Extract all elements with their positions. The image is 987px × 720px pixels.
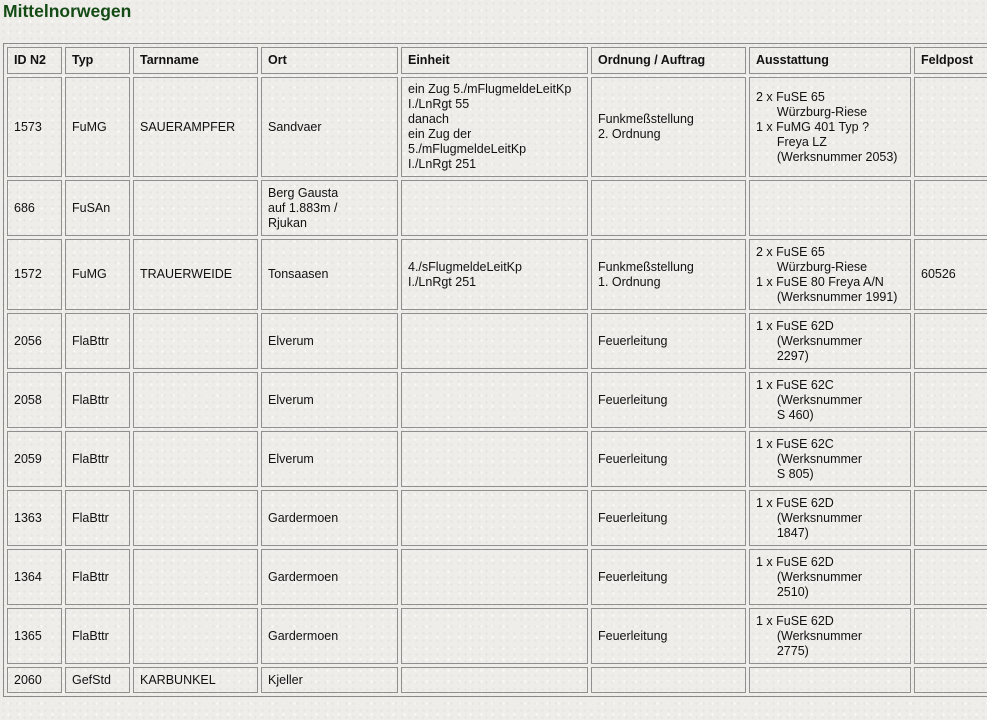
radar-sites-table	[3, 43, 987, 697]
cell-ausstattung: 2 x FuSE 65 Würzburg-Riese 1 x FuMG 401 Typ ? Freya LZ (Werksnummer 2053)	[749, 77, 911, 177]
col-header-ordnung: Ordnung / Auftrag	[591, 47, 746, 74]
cell-tarnname: TRAUERWEIDE	[133, 239, 258, 310]
cell-ort: Tonsaasen	[261, 239, 398, 310]
cell-ausstattung: 2 x FuSE 65 Würzburg-Riese 1 x FuSE 80 Freya A/N (Werksnummer 1991)	[749, 239, 911, 310]
cell-feldpost	[914, 313, 987, 369]
cell-ausstattung: 1 x FuSE 62C (Werksnummer S 805)	[749, 431, 911, 487]
cell-id: 2060	[7, 667, 62, 693]
cell-ort: Elverum	[261, 372, 398, 428]
cell-id: 1364	[7, 549, 62, 605]
cell-ort: Gardermoen	[261, 490, 398, 546]
cell-typ: FlaBttr	[65, 431, 130, 487]
col-header-ausstattung: Ausstattung	[749, 47, 911, 74]
table-container	[3, 43, 987, 697]
page-title: Mittelnorwegen	[3, 1, 132, 21]
col-header-feldpost: Feldpost	[914, 47, 987, 74]
table-row	[7, 608, 987, 664]
cell-tarnname	[133, 313, 258, 369]
col-header-typ: Typ	[65, 47, 130, 74]
cell-typ: FlaBttr	[65, 490, 130, 546]
cell-einheit: 4./sFlugmeldeLeitKp I./LnRgt 251	[401, 239, 588, 310]
cell-feldpost	[914, 77, 987, 177]
table-row	[7, 667, 987, 693]
table-row	[7, 239, 987, 310]
table-row	[7, 313, 987, 369]
cell-id: 2059	[7, 431, 62, 487]
cell-ordnung: Funkmeßstellung 1. Ordnung	[591, 239, 746, 310]
cell-ausstattung: 1 x FuSE 62D (Werksnummer 2775)	[749, 608, 911, 664]
cell-typ: FlaBttr	[65, 549, 130, 605]
cell-id: 2058	[7, 372, 62, 428]
table-row	[7, 549, 987, 605]
cell-ort: Gardermoen	[261, 549, 398, 605]
cell-ort: Elverum	[261, 313, 398, 369]
cell-ausstattung: 1 x FuSE 62D (Werksnummer 1847)	[749, 490, 911, 546]
cell-einheit	[401, 313, 588, 369]
cell-tarnname: SAUERAMPFER	[133, 77, 258, 177]
cell-id: 1573	[7, 77, 62, 177]
cell-ausstattung: 1 x FuSE 62D (Werksnummer 2297)	[749, 313, 911, 369]
table-row	[7, 372, 987, 428]
cell-typ: GefStd	[65, 667, 130, 693]
col-header-einheit: Einheit	[401, 47, 588, 74]
cell-einheit	[401, 667, 588, 693]
cell-einheit	[401, 180, 588, 236]
cell-feldpost	[914, 490, 987, 546]
table-row	[7, 180, 987, 236]
cell-feldpost	[914, 372, 987, 428]
cell-tarnname	[133, 549, 258, 605]
cell-ordnung: Feuerleitung	[591, 608, 746, 664]
cell-ort: Kjeller	[261, 667, 398, 693]
cell-typ: FuMG	[65, 77, 130, 177]
cell-ordnung: Feuerleitung	[591, 490, 746, 546]
cell-ordnung	[591, 667, 746, 693]
cell-einheit	[401, 490, 588, 546]
cell-ordnung	[591, 180, 746, 236]
cell-typ: FlaBttr	[65, 313, 130, 369]
cell-feldpost	[914, 608, 987, 664]
cell-ort: Elverum	[261, 431, 398, 487]
cell-id: 1365	[7, 608, 62, 664]
cell-tarnname	[133, 431, 258, 487]
cell-ordnung: Feuerleitung	[591, 549, 746, 605]
cell-tarnname	[133, 180, 258, 236]
cell-tarnname	[133, 490, 258, 546]
cell-ort: Gardermoen	[261, 608, 398, 664]
cell-einheit	[401, 549, 588, 605]
cell-ort: Sandvaer	[261, 77, 398, 177]
header-row	[7, 47, 987, 74]
col-header-id: ID N2	[7, 47, 62, 74]
cell-feldpost	[914, 431, 987, 487]
cell-ordnung: Feuerleitung	[591, 372, 746, 428]
cell-ordnung: Feuerleitung	[591, 431, 746, 487]
cell-ausstattung	[749, 667, 911, 693]
cell-ort: Berg Gausta auf 1.883m / Rjukan	[261, 180, 398, 236]
cell-einheit	[401, 608, 588, 664]
cell-feldpost	[914, 667, 987, 693]
cell-feldpost: 60526	[914, 239, 987, 310]
cell-ordnung: Feuerleitung	[591, 313, 746, 369]
table-row	[7, 490, 987, 546]
cell-typ: FuSAn	[65, 180, 130, 236]
col-header-ort: Ort	[261, 47, 398, 74]
cell-typ: FlaBttr	[65, 608, 130, 664]
cell-feldpost	[914, 549, 987, 605]
cell-ausstattung: 1 x FuSE 62C (Werksnummer S 460)	[749, 372, 911, 428]
cell-typ: FlaBttr	[65, 372, 130, 428]
cell-ausstattung	[749, 180, 911, 236]
cell-feldpost	[914, 180, 987, 236]
cell-id: 2056	[7, 313, 62, 369]
cell-ordnung: Funkmeßstellung 2. Ordnung	[591, 77, 746, 177]
cell-einheit	[401, 431, 588, 487]
cell-einheit: ein Zug 5./mFlugmeldeLeitKp I./LnRgt 55 danach ein Zug der 5./mFlugmeldeLeitKp I./LnRgt 251	[401, 77, 588, 177]
cell-ausstattung: 1 x FuSE 62D (Werksnummer 2510)	[749, 549, 911, 605]
cell-id: 1572	[7, 239, 62, 310]
cell-id: 1363	[7, 490, 62, 546]
cell-tarnname: KARBUNKEL	[133, 667, 258, 693]
cell-tarnname	[133, 608, 258, 664]
table-row	[7, 77, 987, 177]
table-row	[7, 431, 987, 487]
cell-einheit	[401, 372, 588, 428]
col-header-tarnname: Tarnname	[133, 47, 258, 74]
cell-tarnname	[133, 372, 258, 428]
cell-typ: FuMG	[65, 239, 130, 310]
cell-id: 686	[7, 180, 62, 236]
